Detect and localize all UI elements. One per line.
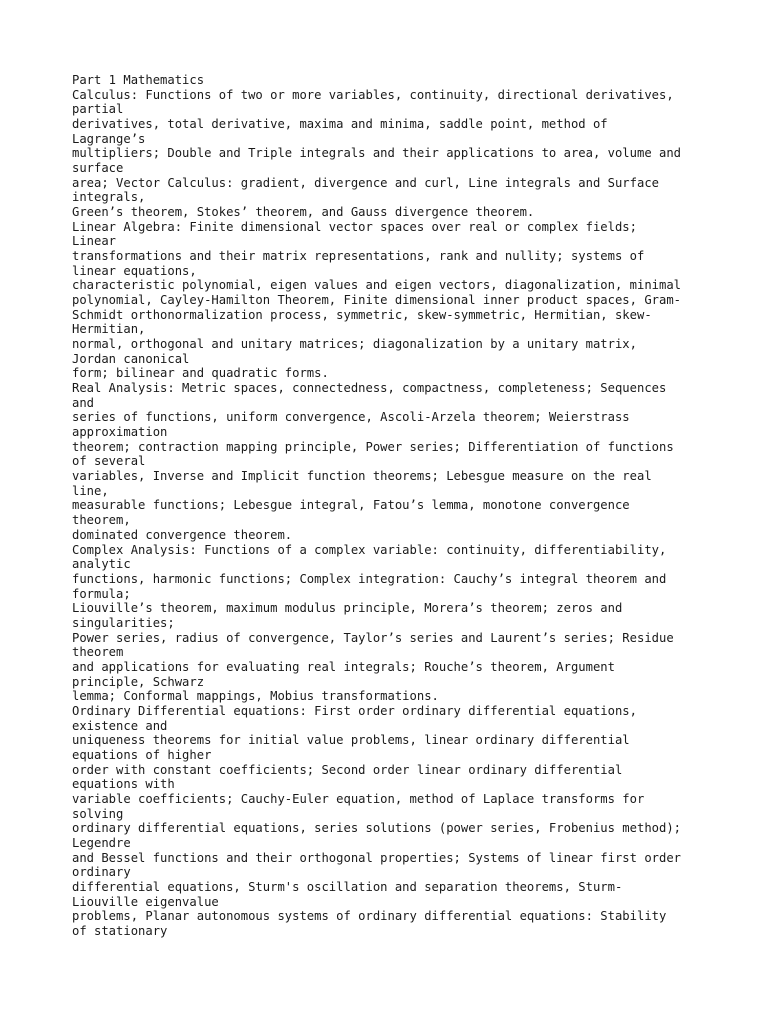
text-line: functions, harmonic functions; Complex integration: Cauchy’s integral theorem and bbox=[72, 571, 667, 586]
text-line: uniqueness theorems for initial value problems, linear ordinary differential bbox=[72, 733, 630, 748]
text-line: transformations and their matrix representations, rank and nullity; systems of bbox=[72, 249, 645, 264]
text-line: Green’s theorem, Stokes’ theorem, and Gauss divergence theorem. bbox=[72, 205, 535, 220]
text-line: Linear bbox=[72, 234, 117, 249]
text-line: variable coefficients; Cauchy-Euler equation, method of Laplace transforms for bbox=[72, 791, 645, 806]
text-line: existence and bbox=[72, 718, 168, 733]
text-line: approximation bbox=[72, 425, 168, 440]
text-line: principle, Schwarz bbox=[72, 674, 205, 689]
text-line: derivatives, total derivative, maxima and minima, saddle point, method of bbox=[72, 117, 608, 132]
text-line: ordinary differential equations, series solutions (power series, Frobenius method); bbox=[72, 821, 682, 836]
text-line: Jordan canonical bbox=[72, 351, 190, 366]
text-line: Real Analysis: Metric spaces, connectedness, compactness, completeness; Sequences bbox=[72, 381, 667, 396]
text-line: differential equations, Sturm's oscillation and separation theorems, Sturm- bbox=[72, 879, 623, 894]
text-line: Schmidt orthonormalization process, symmetric, skew-symmetric, Hermitian, skew- bbox=[72, 307, 652, 322]
text-line: surface bbox=[72, 161, 124, 176]
text-line: Power series, radius of convergence, Taylor’s series and Laurent’s series; Residue bbox=[72, 630, 674, 645]
text-line: and Bessel functions and their orthogonal properties; Systems of linear first order bbox=[72, 850, 682, 865]
text-line: Ordinary Differential equations: First order ordinary differential equations, bbox=[72, 703, 637, 718]
text-line: measurable functions; Lebesgue integral, Fatou’s lemma, monotone convergence bbox=[72, 498, 630, 513]
text-line: normal, orthogonal and unitary matrices; diagonalization by a unitary matrix, bbox=[72, 337, 637, 352]
text-line: multipliers; Double and Triple integrals and their applications to area, volume and bbox=[72, 146, 682, 161]
text-line: problems, Planar autonomous systems of ordinary differential equations: Stability bbox=[72, 909, 667, 924]
text-line: Legendre bbox=[72, 835, 131, 850]
text-line: partial bbox=[72, 102, 124, 117]
text-line: and applications for evaluating real integrals; Rouche’s theorem, Argument bbox=[72, 659, 615, 674]
text-line: line, bbox=[72, 483, 109, 498]
text-line: series of functions, uniform convergence, Ascoli-Arzela theorem; Weierstrass bbox=[72, 410, 630, 425]
text-line: Hermitian, bbox=[72, 322, 146, 337]
text-line: singularities; bbox=[72, 615, 175, 630]
text-line: equations of higher bbox=[72, 747, 212, 762]
text-line: formula; bbox=[72, 586, 131, 601]
text-line: dominated convergence theorem. bbox=[72, 527, 293, 542]
text-line: Linear Algebra: Finite dimensional vector spaces over real or complex fields; bbox=[72, 219, 637, 234]
text-line: variables, Inverse and Implicit function theorems; Lebesgue measure on the real bbox=[72, 469, 652, 484]
document-page bbox=[72, 73, 732, 939]
text-line: of stationary bbox=[72, 923, 168, 938]
text-line: Liouville’s theorem, maximum modulus principle, Morera’s theorem; zeros and bbox=[72, 601, 623, 616]
text-line: theorem; contraction mapping principle, Power series; Differentiation of functions bbox=[72, 439, 674, 454]
text-line: Calculus: Functions of two or more variables, continuity, directional derivatives, bbox=[72, 87, 674, 102]
text-line: linear equations, bbox=[72, 263, 197, 278]
text-line: Lagrange’s bbox=[72, 131, 146, 146]
text-line: integrals, bbox=[72, 190, 146, 205]
text-line: characteristic polynomial, eigen values and eigen vectors, diagonalization, minimal bbox=[72, 278, 682, 293]
text-line: order with constant coefficients; Second order linear ordinary differential bbox=[72, 762, 623, 777]
text-line: theorem, bbox=[72, 513, 131, 528]
text-line: theorem bbox=[72, 645, 124, 660]
text-line: and bbox=[72, 395, 95, 410]
text-line: Complex Analysis: Functions of a complex variable: continuity, differentiability, bbox=[72, 542, 667, 557]
document-heading: Part 1 Mathematics bbox=[72, 73, 205, 87]
text-line: of several bbox=[72, 454, 146, 469]
text-line: Liouville eigenvalue bbox=[72, 894, 219, 909]
text-line: solving bbox=[72, 806, 124, 821]
text-line: area; Vector Calculus: gradient, divergence and curl, Line integrals and Surface bbox=[72, 175, 659, 190]
text-line: ordinary bbox=[72, 865, 131, 880]
text-line: analytic bbox=[72, 557, 131, 572]
text-line: polynomial, Cayley-Hamilton Theorem, Finite dimensional inner product spaces, Gram- bbox=[72, 293, 682, 308]
text-line: lemma; Conformal mappings, Mobius transformations. bbox=[72, 689, 439, 704]
text-line: form; bilinear and quadratic forms. bbox=[72, 366, 329, 381]
text-line: equations with bbox=[72, 777, 175, 792]
